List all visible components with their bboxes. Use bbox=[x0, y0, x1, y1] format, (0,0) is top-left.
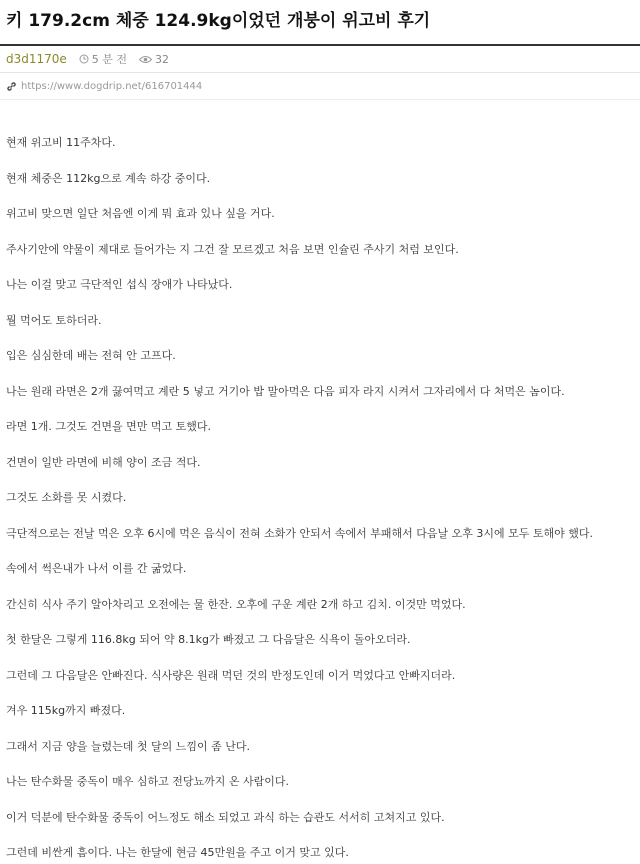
paragraph: 입은 심심한데 배는 전혀 안 고프다. bbox=[6, 349, 176, 362]
paragraph: 나는 원래 라면은 2개 끓여먹고 계란 5 넣고 거기아 밥 말아먹은 다음 피자 라지 시켜서 그자리에서 다 처먹은 놈이다. bbox=[6, 384, 565, 398]
paragraph: 겨우 115kg까지 빠졌다. bbox=[6, 704, 126, 717]
paragraph: 위고비 맞으면 일단 처음엔 이게 뭐 효과 있나 싶을 거다. bbox=[6, 207, 275, 220]
post-meta bbox=[0, 46, 640, 73]
link-icon bbox=[6, 81, 17, 92]
author-name[interactable]: d3d1170e bbox=[6, 52, 67, 66]
paragraph: 현재 위고비 11주차다. bbox=[6, 136, 116, 149]
eye-icon bbox=[139, 55, 152, 64]
post-time bbox=[79, 51, 127, 67]
paragraph: 간신히 식사 주기 알아차리고 오전에는 물 한잔. 오후에 구운 계란 2개 하고 김치. 이것만 먹었다. bbox=[6, 597, 466, 611]
paragraph: 건면이 일반 라면에 비해 양이 조금 적다. bbox=[6, 455, 201, 469]
post-title: 키 179.2cm 체중 124.9kg이었던 개붕이 위고비 후기 bbox=[6, 11, 431, 31]
post-url-link[interactable]: https://www.dogdrip.net/616701444 bbox=[21, 80, 203, 92]
paragraph: 그래서 지금 양을 늘렸는데 첫 달의 느낌이 좀 난다. bbox=[6, 739, 250, 753]
paragraph: 뭘 먹어도 토하더라. bbox=[6, 313, 102, 327]
paragraph: 주사기안에 약물이 제대로 들어가는 지 그건 잘 모르겠고 처음 보면 인슐린 주사기 처럼 보인다. bbox=[6, 242, 459, 256]
paragraph: 나는 탄수화물 중독이 매우 심하고 전당뇨까지 온 사람이다. bbox=[6, 775, 289, 788]
post-url-row bbox=[0, 73, 640, 100]
views-text: 32 bbox=[155, 52, 170, 66]
time-text: 5 분 전 bbox=[91, 53, 128, 66]
paragraph: 속에서 썩은내가 나서 이를 간 굶었다. bbox=[6, 562, 187, 575]
post-content bbox=[0, 100, 640, 860]
paragraph: 라면 1개. 그것도 건면을 면만 먹고 토했다. bbox=[6, 420, 211, 433]
post-header bbox=[0, 0, 640, 34]
paragraph: 그런데 그 다음달은 안빠진다. 식사량은 원래 먹던 것의 반정도인데 이거 먹었다고 안빠지더라. bbox=[6, 668, 456, 682]
paragraph: 그것도 소화를 못 시켰다. bbox=[6, 491, 127, 504]
clock-icon bbox=[79, 54, 89, 64]
view-count bbox=[139, 53, 169, 66]
paragraph: 현재 체중은 112kg으로 계속 하강 중이다. bbox=[6, 171, 211, 185]
paragraph: 나는 이걸 맞고 극단적인 섭식 장애가 나타났다. bbox=[6, 278, 233, 291]
paragraph: 이거 덕분에 탄수화물 중독이 어느정도 해소 되었고 과식 하는 습관도 서서히 고쳐지고 있다. bbox=[6, 810, 445, 824]
paragraph: 그런데 비싼게 흠이다. 나는 한달에 현금 45만원을 주고 이거 맞고 있다. bbox=[6, 846, 349, 859]
paragraph: 극단적으로는 전날 먹은 오후 6시에 먹은 음식이 전혀 소화가 안되서 속에서 부패해서 다음날 오후 3시에 모두 토해야 했다. bbox=[6, 526, 593, 540]
paragraph: 첫 한달은 그렇게 116.8kg 되어 약 8.1kg가 빠졌고 그 다음달은 식욕이 돌아오더라. bbox=[6, 633, 411, 646]
